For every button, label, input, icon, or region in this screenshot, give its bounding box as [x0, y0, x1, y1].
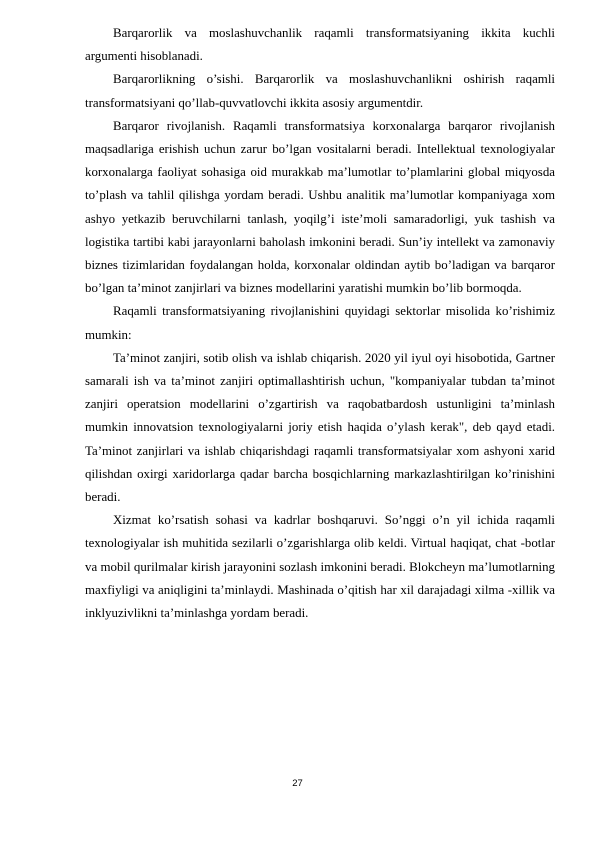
paragraph-sustainable-development: Barqaror rivojlanish. Raqamli transformatsiya korxonalarga barqaror rivojlanish maqsadlariga erishish uchun zarur bo’lgan vositalarni beradi. Intellektual texnologiyalar korxonalarga faoliyat sohasiga oid murakkab ma’lumotlar to’plamlarini global miqyosda to’plash va tahlil qilishga yordam beradi. Ushbu analitik ma’lumotlar kompaniyaga xom ashyo yetkazib beruvchilarni tanlash, yoqilg’i iste’moli samaradorligi, yuk tashish va logistika tartibi kabi jarayonlarni baholash imkonini beradi. Sun’iy intellekt va zamonaviy biznes tizimlaridan foydalangan holda, korxonalar oldindan aytib bo’ladigan va barqaror bo’lgan ta’minot zanjirlari va biznes modellarini yaratishi mumkin bo’lib bormoqda. — [85, 118, 555, 296]
paragraph-supply-chain: Ta’minot zanjiri, sotib olish va ishlab chiqarish. 2020 yil iyul oyi hisobotida, Gartner samarali ish va ta’minot zanjiri optimallashtirish uchun, "kompaniyalar tubdan ta’minot zanjiri operatsion modellarini o’zgartirish va raqobatbardosh ustunligini ta’minlash mumkin innovatsion texnologiyalarni joriy etish haqida o’ylash kerak", deb qayd etadi. Ta’minot zanjirlari va ishlab chiqarishdagi raqamli transformatsiyalar xom ashyoni xarid qilishdan oxirgi xaridorlarga qadar barcha bosqichlarning markazlashtirilgan ko’rinishini beradi. — [85, 350, 555, 505]
paragraph-intro: Barqarorlik va moslashuvchanlik raqamli transformatsiyaning ikkita kuchli argumenti hisoblanadi. — [85, 26, 555, 64]
page-number: 27 — [292, 778, 303, 789]
paragraph-services-hr: Xizmat ko’rsatish sohasi va kadrlar boshqaruvi. So’nggi o’n yil ichida raqamli texnologiyalar ish muhitida sezilarli o’zgarishlarga olib keldi. Virtual haqiqat, chat -botlar va mobil qurilmalar kirish jarayonini sozlash imkonini beradi. Blokcheyn ma’lumotlarning maxfiyligi va aniqligini ta’minlaydi. Mashinada o’qitish har xil darajadagi xilma -xillik va inklyuzivlikni ta’minlashga yordam beradi. — [85, 513, 555, 621]
document-page — [85, 22, 555, 625]
paragraph-sustainability-growth: Barqarorlikning o’sishi. Barqarorlik va moslashuvchanlikni oshirish raqamli transformatsiyani qo’llab-quvvatlovchi ikkita asosiy argumentdir. — [85, 72, 555, 110]
paragraph-sectors-intro: Raqamli transformatsiyaning rivojlanishini quyidagi sektorlar misolida ko’rishimiz mumkin: — [85, 304, 555, 342]
